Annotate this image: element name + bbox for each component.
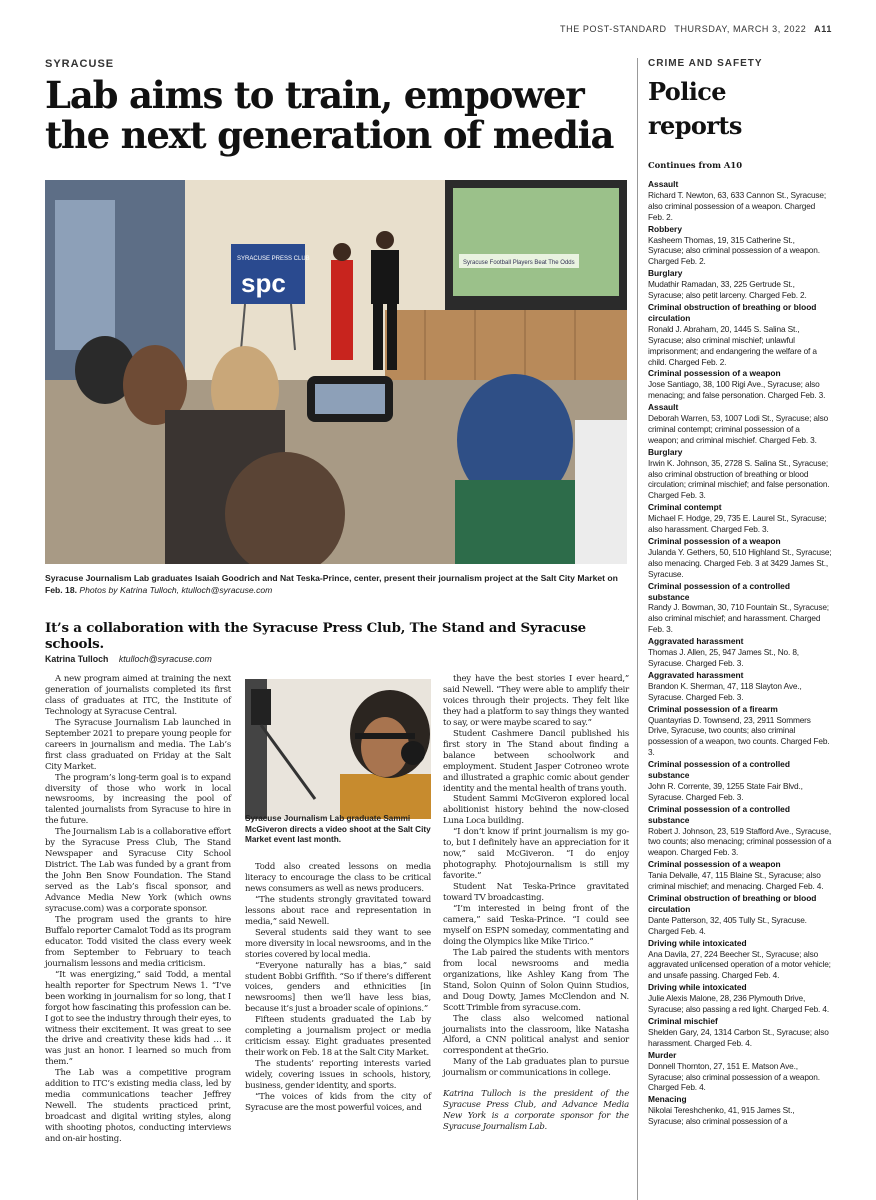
- report-detail: Ana Davila, 27, 224 Beecher St., Syracuse; also aggravated unlicensed operation of a motor vehicle; and unsafe passing. Charged Feb. 4.: [648, 948, 831, 981]
- report-type: Criminal possession of a controlled substance: [648, 580, 790, 602]
- report-item: [648, 759, 832, 803]
- article-column-3: [443, 674, 629, 1133]
- report-detail: Irwin K. Johnson, 35, 2728 S. Salina St., Syracuse; also criminal obstruction of breathing or blood circulation; criminal mischief; and false personation. Charged Feb. 3.: [648, 457, 830, 501]
- paragraph: The Lab was a competitive program addition to ITC’s existing media class, led by media communications teacher Jeffrey Newell. The students practiced print, broadcast and digital writing styles, along with shooting photos, conducting interviews and on-air hosting.: [45, 1068, 231, 1145]
- report-detail: Tania Delvalle, 47, 115 Blaine St., Syracuse; also criminal mischief; and menacing. Charged Feb. 4.: [648, 870, 824, 892]
- paragraph: Student Nat Teska-Prince gravitated toward TV broadcasting.: [443, 882, 629, 904]
- report-item: [648, 1050, 832, 1094]
- paragraph: The program used the grants to hire Buffalo reporter Camalot Todd as its program educator. Todd visited the class every week from September to February to teach journalism lessons and media criticism.: [45, 914, 231, 969]
- paragraph: “The voices of kids from the city of Syracuse are the most powerful voices, and: [245, 1092, 431, 1113]
- secondary-photo: [245, 679, 431, 819]
- report-item: [648, 859, 832, 892]
- report-type: Menacing: [648, 1094, 687, 1105]
- report-type: Criminal possession of a controlled substance: [648, 759, 790, 781]
- report-detail: Dante Patterson, 32, 405 Tully St., Syracuse. Charged Feb. 4.: [648, 914, 807, 936]
- report-detail: John R. Corrente, 39, 1255 State Fair Blvd., Syracuse. Charged Feb. 3.: [648, 780, 803, 802]
- paragraph: Fifteen students graduated the Lab by completing a journalism project or media criticism essay. Eight graduates presented their work on Feb. 18 at the Salt City Market.: [245, 1015, 431, 1059]
- report-detail: Michael F. Hodge, 29, 735 E. Laurel St., Syracuse; also harassment. Charged Feb. 3.: [648, 513, 827, 535]
- report-item: [648, 670, 832, 703]
- report-item: [648, 1094, 832, 1127]
- report-item: [648, 704, 832, 759]
- report-item: [648, 938, 832, 982]
- paragraph: “The students strongly gravitated toward lessons about race and representation in media,” said Newell.: [245, 894, 431, 927]
- photo-screen-text: Syracuse Football Players Beat The Odds: [463, 260, 575, 266]
- report-item: [648, 179, 832, 223]
- report-item: [648, 581, 832, 636]
- section-label: SYRACUSE: [45, 58, 115, 70]
- paragraph: Several students said they want to see more diversity in local newsrooms, and in the stories covered by local media.: [245, 927, 431, 960]
- main-photo-caption: [45, 572, 627, 596]
- report-type: Assault: [648, 179, 679, 189]
- continues-note: Continues from A10: [648, 160, 743, 170]
- headline-line-2: the next generation of media: [45, 113, 614, 157]
- main-photo-credit: Photos by Katrina Tulloch, ktulloch@syracuse.com: [79, 585, 273, 595]
- subheadline: It’s a collaboration with the Syracuse Press Club, The Stand and Syracuse schools.: [45, 620, 586, 652]
- report-item: [648, 402, 832, 446]
- column-divider: [637, 58, 638, 1200]
- report-type: Criminal possession of a firearm: [648, 703, 778, 714]
- report-item: [648, 224, 832, 268]
- report-type: Murder: [648, 1049, 677, 1060]
- police-reports-sidebar: [648, 58, 832, 1128]
- reports-list: [648, 179, 832, 1127]
- paragraph: “It was energizing,” said Todd, a mental health reporter for Spectrum News 1. “I’ve been working in journalism for so long, that I forgot how fascinating this profession can be. I got to see the industry through their eyes, to witness their excitement. It was great to see the drive and creativity these kids had … it was just an honor. I learned so much from them.”: [45, 969, 231, 1068]
- report-item: [648, 982, 832, 1015]
- report-type: Driving while intoxicated: [648, 937, 747, 948]
- report-item: [648, 268, 832, 301]
- report-detail: Shelden Gary, 24, 1314 Carbon St., Syracuse; also harassment. Charged Feb. 4.: [648, 1026, 829, 1048]
- report-item: [648, 536, 832, 580]
- paragraph: A new program aimed at training the next generation of journalists completed its first class of graduates at ITC, the Institute of Technology at Syracuse Central.: [45, 674, 231, 717]
- paragraph: “I don’t know if print journalism is my go-to, but I definitely have an appreciation for it now,” said McGiveron. “I do enjoy photography. Photojournalism is still my favorite.”: [443, 827, 629, 882]
- report-item: [648, 636, 832, 669]
- article-column-2: [245, 862, 431, 1114]
- report-item: [648, 804, 832, 859]
- paragraph: The class also welcomed national journalists into the classroom, like Natasha Alford, a CNN political analyst and senior correspondent at theGrio.: [443, 1013, 629, 1057]
- paragraph: Many of the Lab graduates plan to pursue journalism or communications in college.: [443, 1057, 629, 1079]
- report-detail: Mudathir Ramadan, 33, 225 Gertrude St., Syracuse; also petit larceny. Charged Feb. 2.: [648, 279, 807, 301]
- page-number: A11: [814, 24, 832, 34]
- report-detail: Quantayrias D. Townsend, 23, 2911 Sommers Drive, Syracuse, two counts; also criminal possession of a weapon, two counts. Charged Feb. 3.: [648, 714, 830, 758]
- report-detail: Julie Alexis Malone, 28, 236 Plymouth Drive, Syracuse; also passing a red light. Charged Feb. 4.: [648, 993, 829, 1015]
- report-type: Burglary: [648, 268, 683, 279]
- report-item: [648, 893, 832, 937]
- paragraph: The Journalism Lab is a collaborative effort by the Syracuse Press Club, The Stand Newspaper and Syracuse City School District. The Lab was funded by a grant from the John Ben Snow Foundation. The Stand served as the Lab’s fiscal sponsor, and Advance Media New York (which owns syracuse.com) was a corporate sponsor.: [45, 827, 231, 915]
- report-type: Burglary: [648, 446, 683, 457]
- report-type: Criminal obstruction of breathing or blood circulation: [648, 893, 817, 914]
- paragraph: Todd also created lessons on media literacy to encourage the class to be critical news consumers as well as news producers.: [245, 862, 431, 894]
- report-detail: Nikolai Tereshchenko, 41, 915 James St., Syracuse; also criminal possession of a: [648, 1105, 795, 1127]
- report-item: [648, 302, 832, 367]
- paragraph: The Syracuse Journalism Lab launched in September 2021 to prepare young people for careers in journalism and media. The Lab’s first class graduated on Friday at the Salt City Market.: [45, 717, 231, 772]
- report-type: Aggravated harassment: [648, 636, 744, 647]
- paragraph: “Everyone naturally has a bias,” said student Bobbi Griffith. “So if there’s different voices, genders and ethnicities [in newsrooms] then we’ll have less bias, because it’s just a broader scale of opinions.”: [245, 960, 431, 1015]
- report-type: Driving while intoxicated: [648, 982, 747, 993]
- paragraph: Student Cashmere Dancil published his first story in The Stand about finding a balance between schoolwork and employment. Student Jasper Cotroneo wrote and illustrated a graphic comic about gender identity and the mental health of trans youth.: [443, 728, 629, 794]
- report-detail: Kasheem Thomas, 19, 315 Catherine St., Syracuse; also criminal possession of a weapon. Charged Feb. 2.: [648, 234, 820, 267]
- report-type: Criminal possession of a controlled substance: [648, 803, 790, 825]
- newspaper-name: THE POST-STANDARD: [560, 24, 667, 34]
- main-photo: [45, 180, 627, 564]
- report-item: [648, 502, 832, 535]
- report-detail: Ronald J. Abraham, 20, 1445 S. Salina St., Syracuse; also criminal mischief; unlawful imprisonment; and endangering the welfare of a child. Charged Feb. 2.: [648, 323, 817, 367]
- report-detail: Donnell Thornton, 27, 151 E. Matson Ave., Syracuse; also criminal possession of a weapon. Charged Feb. 4.: [648, 1060, 820, 1093]
- main-photo-illustration: [45, 180, 627, 564]
- paragraph: “I’m interested in being front of the camera,” said Teska-Prince. “I could see myself on ESPN someday, commentating and doing the Olympics like Mike Tirico.”: [443, 904, 629, 947]
- report-type: Criminal obstruction of breathing or blood circulation: [648, 301, 817, 323]
- report-detail: Julanda Y. Gethers, 50, 510 Highland St., Syracuse; also menacing. Charged Feb. 3 at 3429 James St., Syracuse.: [648, 546, 832, 579]
- report-type: Robbery: [648, 223, 682, 234]
- page-masthead: [560, 24, 832, 34]
- paragraph: The students’ reporting interests varied widely, covering issues in schools, history, business, gender identity, and sports.: [245, 1059, 431, 1092]
- report-type: Criminal possession of a weapon: [648, 368, 781, 379]
- sidebar-title-line-1: Police: [648, 77, 726, 106]
- report-type: Assault: [648, 402, 679, 413]
- paragraph: Student Sammi McGiveron explored local abolitionist history behind the now-closed Luna Loca building.: [443, 794, 629, 827]
- sidebar-title-line-2: reports: [648, 111, 742, 140]
- author-email[interactable]: ktulloch@syracuse.com: [118, 654, 212, 664]
- report-detail: Thomas J. Allen, 25, 947 James St., No. 8, Syracuse. Charged Feb. 3.: [648, 647, 799, 668]
- report-type: Criminal contempt: [648, 502, 722, 513]
- paragraph: The program’s long-term goal is to expand diversity of those who work in local newsrooms, by increasing the pool of talented journalists from Syracuse to hire in the future.: [45, 772, 231, 827]
- author-footnote: Katrina Tulloch is the president of the Syracuse Press Club, and Advance Media New York is a corporate sponsor for the Syracuse Journalism Lab.: [443, 1089, 629, 1133]
- report-detail: Randy J. Bowman, 30, 710 Fountain St., Syracuse; also criminal mischief; and harassment. Charged Feb. 3.: [648, 602, 829, 635]
- author-name: Katrina Tulloch: [45, 654, 109, 664]
- main-caption-text: Syracuse Journalism Lab graduates Isaiah Goodrich and Nat Teska-Prince, center, present their journalism project at the Salt City Market on Feb. 18.: [45, 573, 618, 595]
- article-column-1: [45, 674, 231, 1145]
- report-detail: Richard T. Newton, 63, 633 Cannon St., Syracuse; also criminal possession of a weapon. Charged Feb. 2.: [648, 189, 827, 222]
- report-type: Criminal mischief: [648, 1015, 718, 1026]
- report-detail: Robert J. Johnson, 23, 519 Stafford Ave., Syracuse, two counts; also menacing; criminal possession of a weapon. Charged Feb. 3.: [648, 825, 832, 858]
- report-detail: Brandon K. Sherman, 47, 118 Slayton Ave., Syracuse. Charged Feb. 3.: [648, 680, 802, 702]
- report-item: [648, 1016, 832, 1049]
- paragraph: The Lab paired the students with mentors from local newsrooms and media organizations, like Ashley Kang from The Stand, Solon Quinn of Solon Quinn Studios, and Doug Dowty, James McClendon and N. Scott Trimble from syracuse.com.: [443, 947, 629, 1013]
- secondary-photo-illustration: [245, 679, 431, 819]
- headline: [45, 75, 627, 155]
- report-detail: Deborah Warren, 53, 1007 Lodi St., Syracuse; also criminal contempt; criminal possession of a weapon; and criminal mischief. Charged Feb. 3.: [648, 413, 829, 445]
- report-type: Aggravated harassment: [648, 669, 744, 680]
- report-detail: Jose Santiago, 38, 100 Rigi Ave., Syracuse; also menacing; and false personation. Charged Feb. 3.: [648, 379, 826, 401]
- photo-sign-text: spc: [241, 268, 286, 298]
- sidebar-title: [648, 75, 832, 143]
- report-item: [648, 368, 832, 401]
- paragraph: they have the best stories I ever heard,” said Newell. “They were able to amplify their voices through their projects. They felt like they had a platform to say things they wanted to say, or were maybe scared to say.”: [443, 674, 629, 728]
- sidebar-section-label: CRIME AND SAFETY: [648, 58, 763, 69]
- issue-date: THURSDAY, MARCH 3, 2022: [674, 24, 807, 34]
- report-type: Criminal possession of a weapon: [648, 859, 781, 870]
- photo-sign-subtext: SYRACUSE PRESS CLUB: [237, 256, 310, 262]
- secondary-photo-caption: Syracuse Journalism Lab graduate Sammi McGiveron directs a video shoot at the Salt City Market event last month.: [245, 814, 431, 844]
- report-type: Criminal possession of a weapon: [648, 536, 781, 546]
- headline-line-1: Lab aims to train, empower: [45, 73, 584, 117]
- byline: [45, 654, 627, 664]
- report-item: [648, 447, 832, 502]
